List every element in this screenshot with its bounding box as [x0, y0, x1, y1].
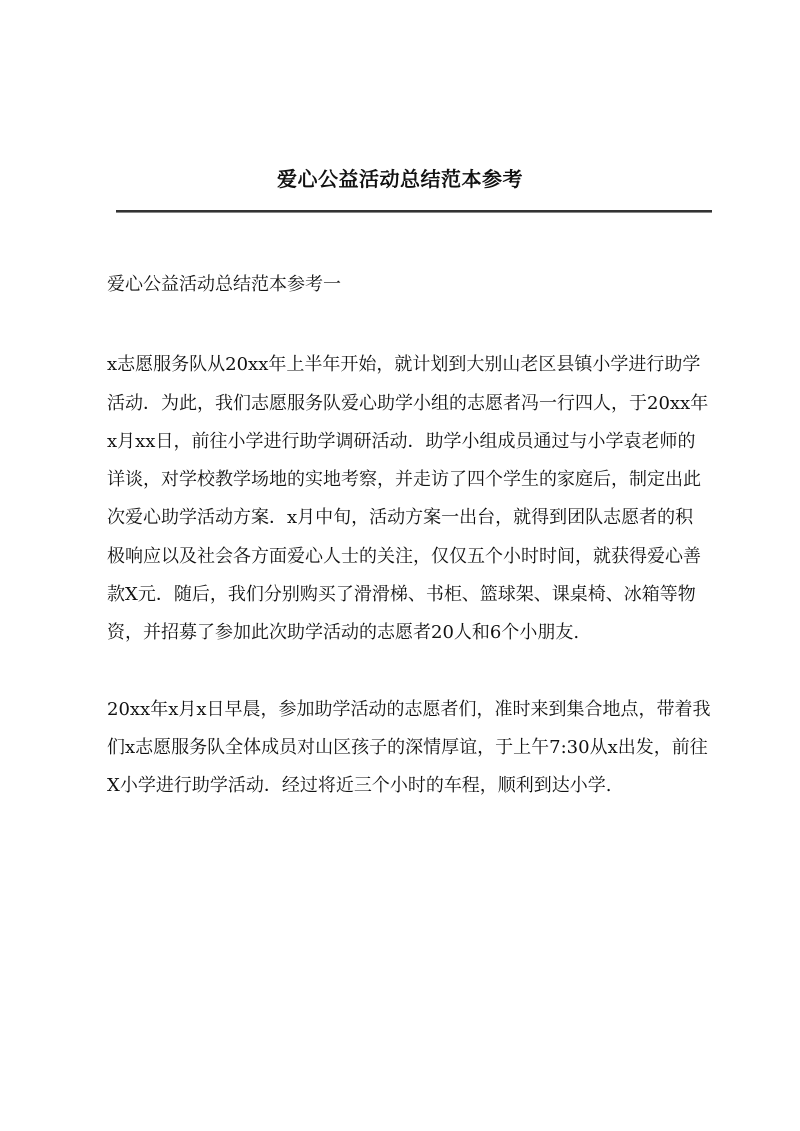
body-paragraph: 20xx年x月x日早晨，参加助学活动的志愿者们，准时来到集合地点，带着我们x志愿服务队全体成员对山区孩子的深情厚谊，于上午7:30从x出发，前往X小学进行助学活动．经过将近三个小时的车程，顺利到达小学. — [107, 698, 711, 797]
section-heading: 爱心公益活动总结范本参考一 — [107, 274, 341, 295]
document-body — [107, 266, 711, 844]
page-title: 爱心公益活动总结范本参考 — [277, 167, 523, 191]
title-divider — [116, 210, 712, 213]
body-paragraph: x志愿服务队从20xx年上半年开始，就计划到大别山老区县镇小学进行助学活动．为此，我们志愿服务队爱心助学小组的志愿者冯一行四人，于20xx年x月xx日，前往小学进行助学调研活动．助学小组成员通过与小学袁老师的详谈，对学校教学场地的实地考察，并走访了四个学生的家庭后，制定出此次爱心助学活动方案．x月中旬，活动方案一出台，就得到团队志愿者的积极响应以及社会各方面爱心人士的关注，仅仅五个小时时间，就获得爱心善款X元．随后，我们分别购买了滑滑梯、书柜、篮球架、课桌椅、冰箱等物资，并招募了参加此次助学活动的志愿者20人和6个小朋友. — [107, 354, 709, 644]
